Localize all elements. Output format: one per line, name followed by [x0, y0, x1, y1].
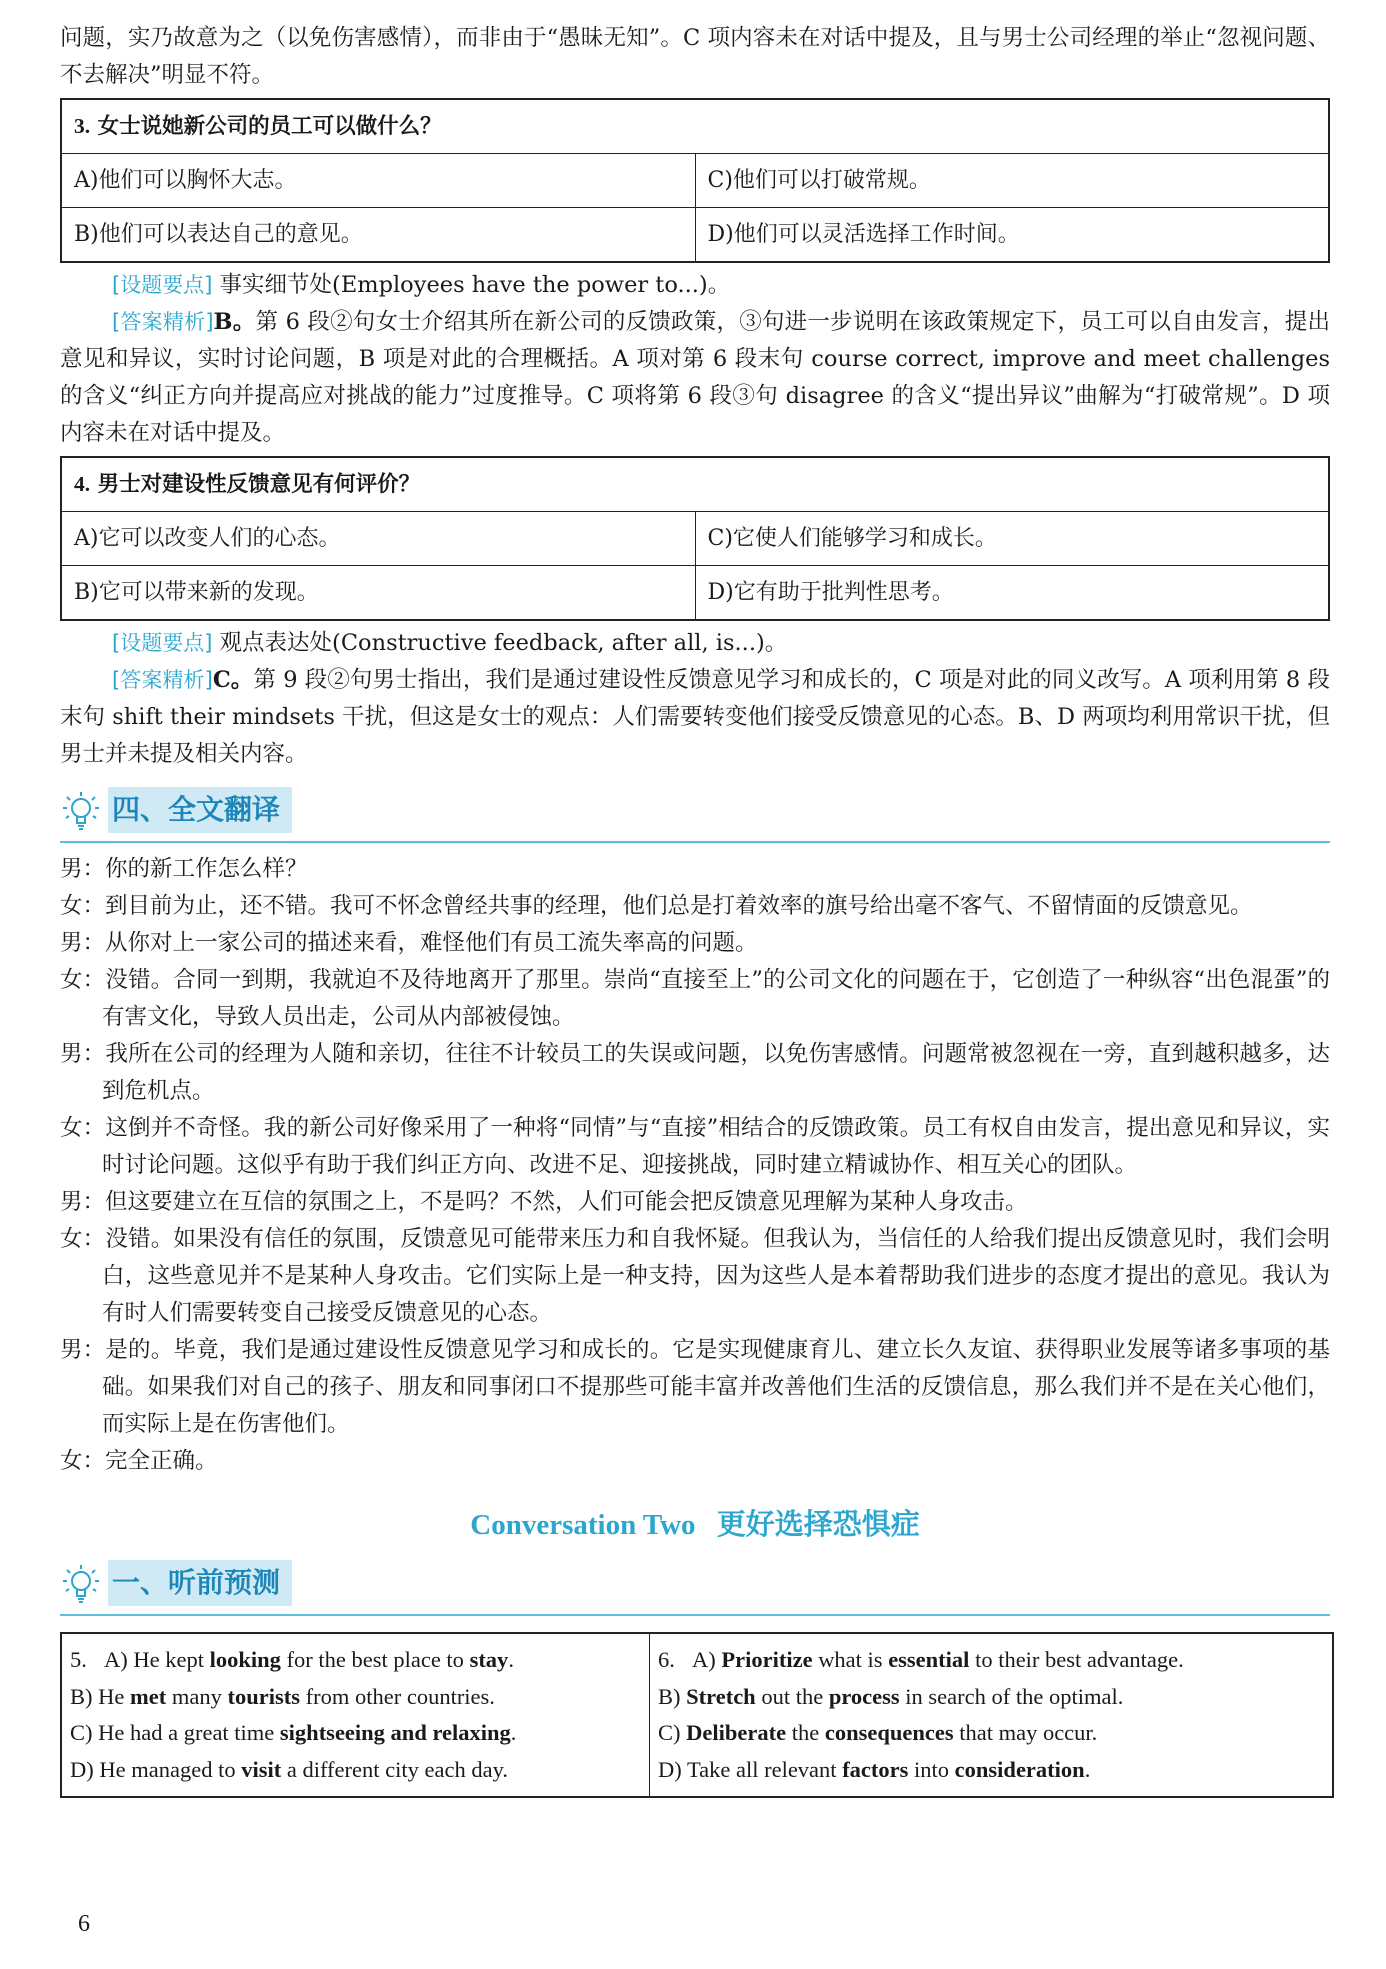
- option-text: [70, 1684, 495, 1709]
- question-5-option-a: [70, 1642, 641, 1679]
- options-box: [60, 1632, 1334, 1798]
- section-predict-heading: [60, 1556, 1330, 1616]
- keyword: stay: [469, 1647, 509, 1672]
- keyword: tourists: [227, 1683, 300, 1709]
- analysis-text: 第 6 段②句女士介绍其所在新公司的反馈政策，③句进一步说明在该政策规定下，员工可以自由发言，提出意见和异议，实时讨论问题，B 项是对此的合理概括。A 项对第 6 段末句 course correct, improve and meet challenges 的含义“纠正方向并提高应对挑战的能力”过度推导。C 项将第 6 段③句 disagree 的含义“提出异议”曲解为“打破常规”。D 项内容未在对话中提及。: [60, 309, 1330, 446]
- conversation-two-en: Conversation Two: [470, 1509, 696, 1541]
- text-segment: D) Take all relevant: [658, 1756, 843, 1782]
- dialogue-line: 女：到目前为止，还不错。我可不怀念曾经共事的经理，他们总是打着效率的旗号给出毫不客气、不留情面的反馈意见。: [60, 893, 1253, 919]
- text-segment: in search of the optimal.: [899, 1683, 1124, 1709]
- question-5-option-b: [70, 1679, 641, 1716]
- text-segment: B) He: [70, 1683, 130, 1709]
- question-3-analysis: [60, 304, 1330, 452]
- question-6-option-a: [658, 1642, 1324, 1679]
- text-segment: out the: [755, 1683, 829, 1709]
- option-text: [70, 1720, 516, 1745]
- dialogue-line: 女：没错。合同一到期，我就迫不及待地离开了那里。崇尚“直接至上”的公司文化的问题在于，它创造了一种纵容“出色混蛋”的有害文化，导致人员出走，公司从内部被侵蚀。: [60, 967, 1330, 1030]
- dialogue-line: 女：完全正确。: [60, 1448, 218, 1474]
- keyword: sightseeing and relaxing: [279, 1720, 511, 1745]
- dialogue-line: 女：没错。如果没有信任的氛围，反馈意见可能带来压力和自我怀疑。但我认为，当信任的人给我们提出反馈意见时，我们会明白，这些意见并不是某种人身攻击。它们实际上是一种支持，因为这些人是本着帮助我们进步的态度才提出的意见。我认为有时人们需要转变自己接受反馈意见的心态。: [60, 1226, 1330, 1326]
- answer-letter: C。: [212, 667, 254, 693]
- text-segment: a different city each day.: [281, 1756, 508, 1782]
- keyword: Stretch: [686, 1683, 756, 1709]
- option-text: [658, 1757, 1090, 1782]
- question-6-number: 6.: [658, 1647, 675, 1672]
- text-segment: for the best place to: [280, 1647, 470, 1672]
- dialogue-line: 男：是的。毕竟，我们是通过建设性反馈意见学习和成长的。它是实现健康育儿、建立长久友谊、获得职业发展等诸多事项的基础。如果我们对自己的孩子、朋友和同事闭口不提那些可能丰富并改善他们生活的反馈信息，那么我们并不是在关心他们，而实际上是在伤害他们。: [60, 1337, 1330, 1437]
- option-text: [658, 1720, 1097, 1745]
- point-text: 事实细节处(Employees have the power to...)。: [219, 272, 731, 298]
- keyword: visit: [241, 1756, 282, 1782]
- keyword: process: [828, 1683, 900, 1709]
- text-segment: many: [166, 1683, 228, 1709]
- question-4-option-c: C)它使人们能够学习和成长。: [695, 512, 1329, 566]
- conversation-two-title: [60, 1502, 1330, 1546]
- question-5-option-d: [70, 1752, 641, 1789]
- text-segment: C) He had a great time: [70, 1720, 280, 1745]
- text-segment: D) He managed to: [70, 1756, 242, 1782]
- keyword: looking: [209, 1647, 281, 1672]
- question-6-option-c: [658, 1715, 1324, 1752]
- text-segment: B): [658, 1683, 687, 1709]
- conversation-two-cn: 更好选择恐惧症: [716, 1507, 920, 1541]
- question-5-number: 5.: [70, 1647, 87, 1672]
- lightbulb-icon: [60, 789, 102, 835]
- question-3-header: [61, 99, 1329, 154]
- keyword: met: [130, 1683, 167, 1709]
- section-translation-title: 四、全文翻译: [108, 787, 292, 833]
- dialogue-translation: [60, 851, 1330, 1480]
- question-5-options: [62, 1634, 650, 1796]
- dialogue-line: 男：从你对上一家公司的描述来看，难怪他们有员工流失率高的问题。: [60, 930, 758, 956]
- option-text: [104, 1647, 514, 1672]
- question-4-option-b: B)它可以带来新的发现。: [61, 566, 695, 621]
- option-text: [658, 1684, 1123, 1709]
- text-segment: to their best advantage.: [969, 1647, 1184, 1672]
- option-text: [692, 1647, 1184, 1672]
- text-segment: C): [658, 1720, 687, 1745]
- question-3-table: [60, 98, 1330, 263]
- text-segment: that may occur.: [953, 1720, 1098, 1745]
- question-6-option-b: [658, 1679, 1324, 1716]
- question-4-option-a: A)它可以改变人们的心态。: [61, 512, 695, 566]
- option-text: [70, 1757, 508, 1782]
- point-tag: [设题要点]: [112, 631, 213, 655]
- question-4-table: [60, 456, 1330, 621]
- question-5-option-c: [70, 1715, 641, 1752]
- question-4-text: 男士对建设性反馈意见有何评价？: [97, 472, 421, 497]
- dialogue-line: 男：我所在公司的经理为人随和亲切，往往不计较员工的失误或问题，以免伤害感情。问题常被忽视在一旁，直到越积越多，达到危机点。: [60, 1041, 1330, 1104]
- keyword: consideration: [954, 1756, 1085, 1782]
- lightbulb-icon: [60, 1562, 102, 1608]
- question-3-text: 女士说她新公司的员工可以做什么？: [97, 114, 442, 139]
- question-3-option-c: C)他们可以打破常规。: [695, 154, 1329, 208]
- keyword: factors: [842, 1756, 909, 1782]
- question-4-option-d: D)它有助于批判性思考。: [695, 566, 1329, 621]
- question-4-header: [61, 457, 1329, 512]
- text-segment: A): [692, 1647, 722, 1672]
- dialogue-line: 男：你的新工作怎么样？: [60, 856, 308, 882]
- page-number: 6: [78, 1911, 90, 1937]
- keyword: consequences: [824, 1720, 954, 1745]
- question-3-option-b: B)他们可以表达自己的意见。: [61, 208, 695, 263]
- text-segment: from other countries.: [299, 1683, 495, 1709]
- keyword: Prioritize: [721, 1647, 813, 1672]
- question-3-option-a: A)他们可以胸怀大志。: [61, 154, 695, 208]
- analysis-tag: [答案精析]: [112, 310, 214, 334]
- analysis-text: 第 9 段②句男士指出，我们是通过建设性反馈意见学习和成长的，C 项是对此的同义改写。A 项利用第 8 段末句 shift their mindsets 干扰，但这是女士的观点：人们需要转变他们接受反馈意见的心态。B、D 两项均利用常识干扰，但男士并未提及相关内容。: [60, 667, 1330, 767]
- text-segment: the: [786, 1720, 825, 1745]
- text-segment: .: [508, 1647, 514, 1672]
- question-3-point: [60, 267, 1330, 304]
- page-content: [60, 20, 1330, 1798]
- text-segment: into: [908, 1756, 955, 1782]
- point-text: 观点表达处(Constructive feedback, after all, is...)。: [219, 630, 788, 656]
- keyword: Deliberate: [686, 1720, 787, 1745]
- dialogue-line: 女：这倒并不奇怪。我的新公司好像采用了一种将“同情”与“直接”相结合的反馈政策。员工有权自由发言，提出意见和异议，实时讨论问题。这似乎有助于我们纠正方向、改进不足、迎接挑战，同时建立精诚协作、相互关心的团队。: [60, 1115, 1330, 1178]
- analysis-tag: [答案精析]: [112, 668, 213, 692]
- question-4-analysis: [60, 662, 1330, 773]
- section-translation-heading: [60, 783, 1330, 843]
- keyword: essential: [888, 1647, 970, 1672]
- question-6-options: [650, 1634, 1332, 1796]
- question-3-number: 3.: [74, 114, 91, 138]
- text-segment: .: [1084, 1756, 1091, 1782]
- question-6-option-d: [658, 1752, 1324, 1789]
- text-segment: A) He kept: [104, 1647, 210, 1672]
- text-segment: .: [510, 1720, 517, 1745]
- text-segment: what is: [812, 1647, 889, 1672]
- question-4-number: 4.: [74, 472, 91, 496]
- point-tag: [设题要点]: [112, 273, 213, 297]
- section-predict-title: 一、听前预测: [108, 1560, 292, 1606]
- top-paragraph: 问题，实乃故意为之（以免伤害感情），而非由于“愚昧无知”。C 项内容未在对话中提及，且与男士公司经理的举止“忽视问题、不去解决”明显不符。: [60, 25, 1330, 88]
- question-3-option-d: D)他们可以灵活选择工作时间。: [695, 208, 1329, 263]
- answer-letter: B。: [213, 309, 256, 335]
- dialogue-line: 男：但这要建立在互信的氛围之上，不是吗？不然，人们可能会把反馈意见理解为某种人身攻击。: [60, 1189, 1028, 1215]
- question-4-point: [60, 625, 1330, 662]
